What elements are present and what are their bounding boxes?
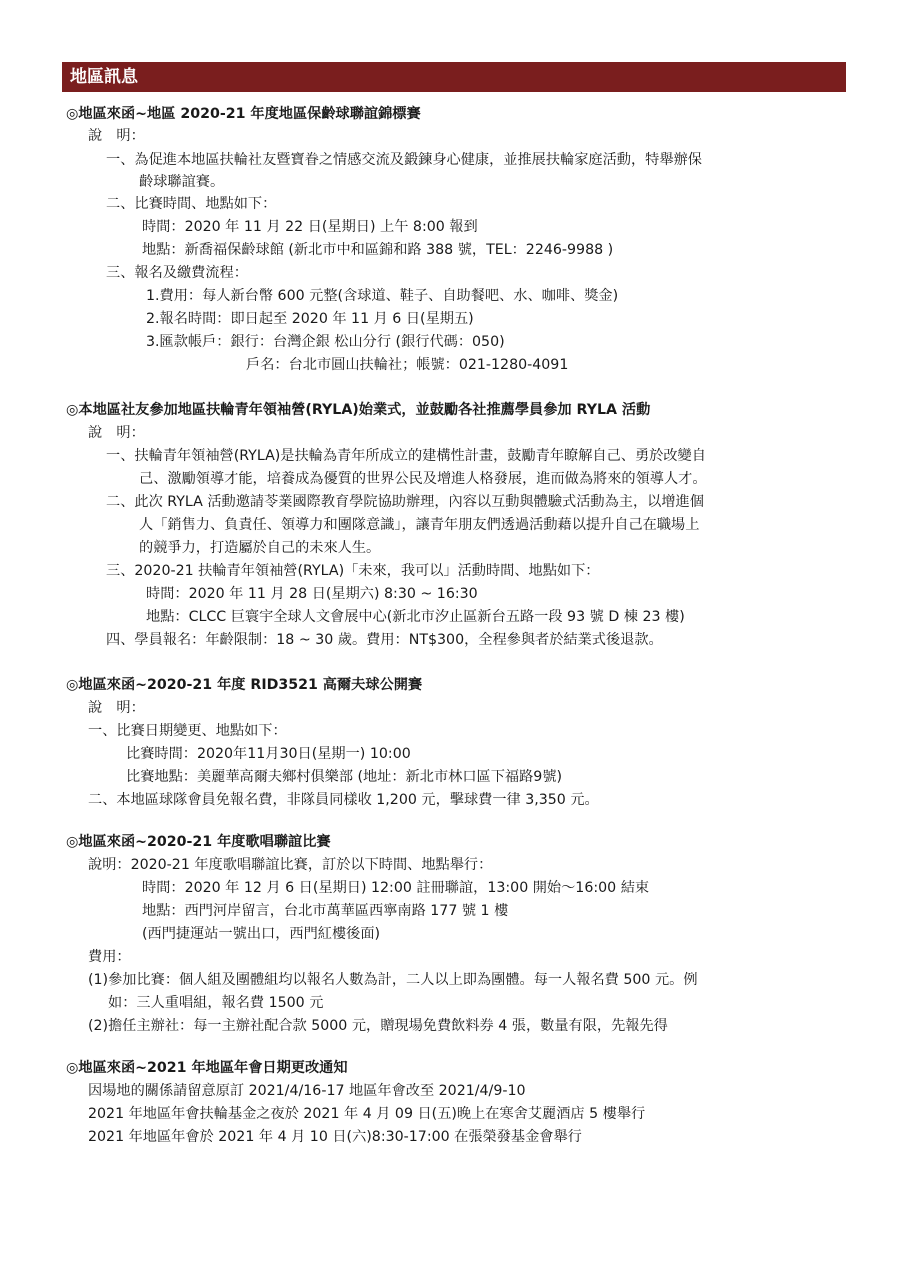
s3-title: ◎地區來函~2020-21 年度 RID3521 高爾夫球公開賽 — [66, 677, 423, 693]
section-header-title: 地區訊息 — [70, 67, 138, 87]
s3-label: 說 明： — [88, 700, 145, 716]
s4-fee-label: 費用： — [88, 949, 131, 965]
s1-bank: 3.匯款帳戶：銀行：台灣企銀 松山分行 (銀行代碼：050) — [146, 334, 505, 350]
s2-p3: 三、2020-21 扶輪青年領袖營(RYLA)「未來，我可以」活動時間、地點如下： — [106, 563, 600, 579]
s2-p2a: 二、此次 RYLA 活動邀請苓業國際教育學院協助辦理，內容以互動與體驗式活動為主，以增進個 — [106, 494, 704, 510]
s2-p1b: 己、激勵領導才能，培養成為優質的世界公民及增進人格發展，進而做為將來的領導人才。 — [139, 471, 707, 487]
s5-l1: 因場地的關係請留意原訂 2021/4/16-17 地區年會改至 2021/4/9-10 — [88, 1083, 526, 1099]
s2-p2b: 人「銷售力、負責任、領導力和團隊意識」，讓青年朋友們透過活動藉以提升自己在職場上 — [139, 517, 700, 533]
s4-f2: (2)擔任主辦社：每一主辦社配合款 5000 元，贈現場免費飲料券 4 張，數量有限，先報先得 — [88, 1018, 668, 1034]
s4-f1a: (1)參加比賽：個人組及團體組均以報名人數為計，二人以上即為團體。每一人報名費 500 元。例 — [88, 972, 698, 988]
s3-time: 比賽時間：2020年11月30日(星期一) 10:00 — [126, 746, 411, 762]
s3-place: 比賽地點：美麗華高爾夫鄉村俱樂部 (地址：新北市林口區下福路9號) — [126, 769, 563, 785]
s2-label: 說 明： — [88, 425, 145, 441]
s1-fee: 1.費用：每人新台幣 600 元整(含球道、鞋子、自助餐吧、水、咖啡、獎金) — [146, 288, 619, 304]
s2-p2c: 的競爭力，打造屬於自己的未來人生。 — [139, 540, 381, 556]
s1-time: 時間：2020 年 11 月 22 日(星期日) 上午 8:00 報到 — [142, 219, 478, 235]
s4-place: 地點：西門河岸留言，台北市萬華區西寧南路 177 號 1 樓 — [142, 903, 509, 919]
section-header-bar — [62, 62, 846, 92]
s1-period: 2.報名時間：即日起至 2020 年 11 月 6 日(星期五) — [146, 311, 474, 327]
s4-title: ◎地區來函~2020-21 年度歌唱聯誼比賽 — [66, 834, 331, 850]
s3-p2: 二、本地區球隊會員免報名費，非隊員同樣收 1,200 元，擊球費一律 3,350 元。 — [88, 792, 599, 808]
s4-time: 時間：2020 年 12 月 6 日(星期日) 12:00 註冊聯誼，13:00 開始～16:00 結束 — [142, 880, 650, 896]
s2-p4: 四、學員報名：年齡限制：18 ~ 30 歲。費用：NT$300，全程參與者於結業式後退款。 — [106, 632, 663, 648]
s1-title: ◎地區來函~地區 2020-21 年度地區保齡球聯誼錦標賽 — [66, 106, 421, 122]
s2-time: 時間：2020 年 11 月 28 日(星期六) 8:30 ~ 16:30 — [146, 586, 478, 602]
s2-place: 地點：CLCC 巨寰宇全球人文會展中心(新北市汐止區新台五路一段 93 號 D 棟 23 樓) — [146, 609, 685, 625]
s5-title: ◎地區來函~2021 年地區年會日期更改通知 — [66, 1060, 348, 1076]
s1-p1a: 一、為促進本地區扶輪社友暨寶眷之情感交流及鍛鍊身心健康，並推展扶輪家庭活動，特舉辦保 — [106, 152, 702, 168]
s4-f1b: 如：三人重唱組，報名費 1500 元 — [108, 995, 324, 1011]
s1-label: 說 明： — [88, 128, 145, 144]
s5-l3: 2021 年地區年會於 2021 年 4 月 10 日(六)8:30-17:00 在張榮發基金會舉行 — [88, 1129, 582, 1145]
s4-desc: 說明：2020-21 年度歌唱聯誼比賽，訂於以下時間、地點舉行： — [88, 857, 493, 873]
s2-p1a: 一、扶輪青年領袖營(RYLA)是扶輪為青年所成立的建構性計畫，鼓勵青年瞭解自己、勇於改變自 — [106, 448, 706, 464]
s5-l2: 2021 年地區年會扶輪基金之夜於 2021 年 4 月 09 日(五)晚上在寒舍艾麗酒店 5 樓舉行 — [88, 1106, 646, 1122]
s1-place: 地點：新喬福保齡球館 (新北市中和區錦和路 388 號，TEL：2246-9988 ) — [142, 242, 614, 258]
s1-p2: 二、比賽時間、地點如下： — [106, 196, 277, 212]
s3-p1: 一、比賽日期變更、地點如下： — [88, 723, 287, 739]
s1-account: 戶名：台北市圓山扶輪社；帳號：021-1280-4091 — [246, 357, 569, 373]
s1-p3: 三、報名及繳費流程： — [106, 265, 248, 281]
s2-title: ◎本地區社友參加地區扶輪青年領袖營(RYLA)始業式，並鼓勵各社推薦學員參加 RYLA 活動 — [66, 402, 651, 418]
s4-place2: (西門捷運站一號出口，西門紅樓後面) — [142, 926, 381, 942]
s1-p1b: 齡球聯誼賽。 — [139, 174, 225, 190]
